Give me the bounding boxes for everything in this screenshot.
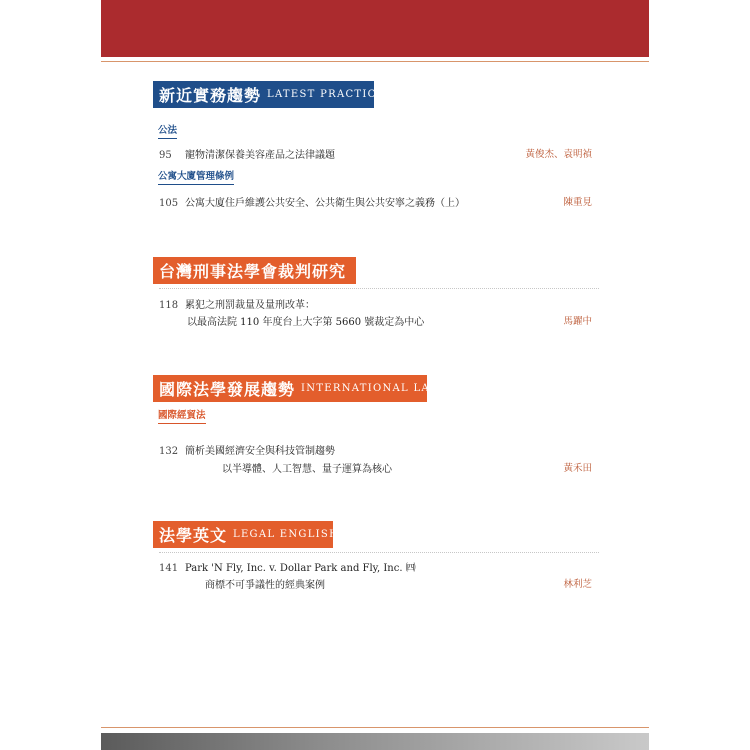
entry-page-number: 95: [159, 150, 172, 161]
entry-author: 陳重見: [563, 197, 592, 208]
entry-author: 黃禾田: [563, 463, 592, 474]
toc-entry-141[interactable]: [159, 559, 416, 574]
section-heading-international-law: [153, 375, 442, 402]
entry-subtitle: 以半導體、人工智慧、量子運算為核心: [222, 464, 392, 475]
contents-page: [101, 0, 649, 750]
entry-page-number: 132: [159, 446, 179, 457]
toc-entry-132[interactable]: [159, 442, 335, 457]
entry-page-number: 141: [159, 563, 179, 574]
section-title-zh: 國際法學發展趨勢: [159, 380, 296, 399]
toc-entry-95[interactable]: [159, 146, 335, 161]
top-red-band: [101, 0, 649, 57]
bottom-divider: [101, 727, 649, 728]
toc-entry-105[interactable]: [159, 194, 465, 209]
section-heading-criminal-law: [153, 257, 356, 284]
section-heading-latest-practice: [153, 81, 386, 108]
section-title-en: INTERNATIONAL LAW: [301, 383, 442, 394]
entry-title: 累犯之刑罰裁量及量刑改革：: [185, 300, 315, 311]
subsection-tag-public-law: 公法: [158, 122, 177, 139]
subsection-tag-trade-law: 國際經貿法: [158, 407, 206, 424]
entry-page-number: 105: [159, 198, 179, 209]
section-title-zh: 新近實務趨勢: [159, 86, 262, 105]
top-divider: [101, 61, 649, 62]
entry-title: 簡析美國經濟安全與科技管制趨勢: [185, 446, 335, 457]
toc-entry-118[interactable]: [159, 296, 315, 311]
entry-subtitle: 商標不可爭議性的經典案例: [205, 580, 325, 591]
entry-page-number: 118: [159, 300, 179, 311]
entry-title: Park 'N Fly, Inc. v. Dollar Park and Fly, Inc. ㈣: [185, 563, 416, 574]
subsection-tag-condominium: 公寓大廈管理條例: [158, 168, 234, 185]
entry-author: 黃俊杰、袁明禎: [525, 149, 592, 160]
section-title-en: LEGAL ENGLISH: [233, 529, 340, 540]
section-heading-legal-english: [153, 521, 340, 548]
entry-title: 公寓大廈住戶維護公共安全、公共衛生與公共安寧之義務（上）: [185, 198, 465, 209]
dotted-divider: [159, 288, 599, 289]
section-title-en: LATEST PRACTICE: [267, 89, 386, 100]
section-title-zh: 法學英文: [159, 526, 228, 545]
entry-author: 林利芝: [563, 579, 592, 590]
entry-title: 寵物清潔保養美容產品之法律議題: [185, 150, 335, 161]
bottom-gray-band: [101, 733, 649, 750]
entry-author: 馬躍中: [563, 316, 592, 327]
dotted-divider: [159, 552, 599, 553]
section-title-zh: 台灣刑事法學會裁判研究: [159, 262, 347, 281]
entry-subtitle: 以最高法院 110 年度台上大字第 5660 號裁定為中心: [187, 317, 425, 328]
